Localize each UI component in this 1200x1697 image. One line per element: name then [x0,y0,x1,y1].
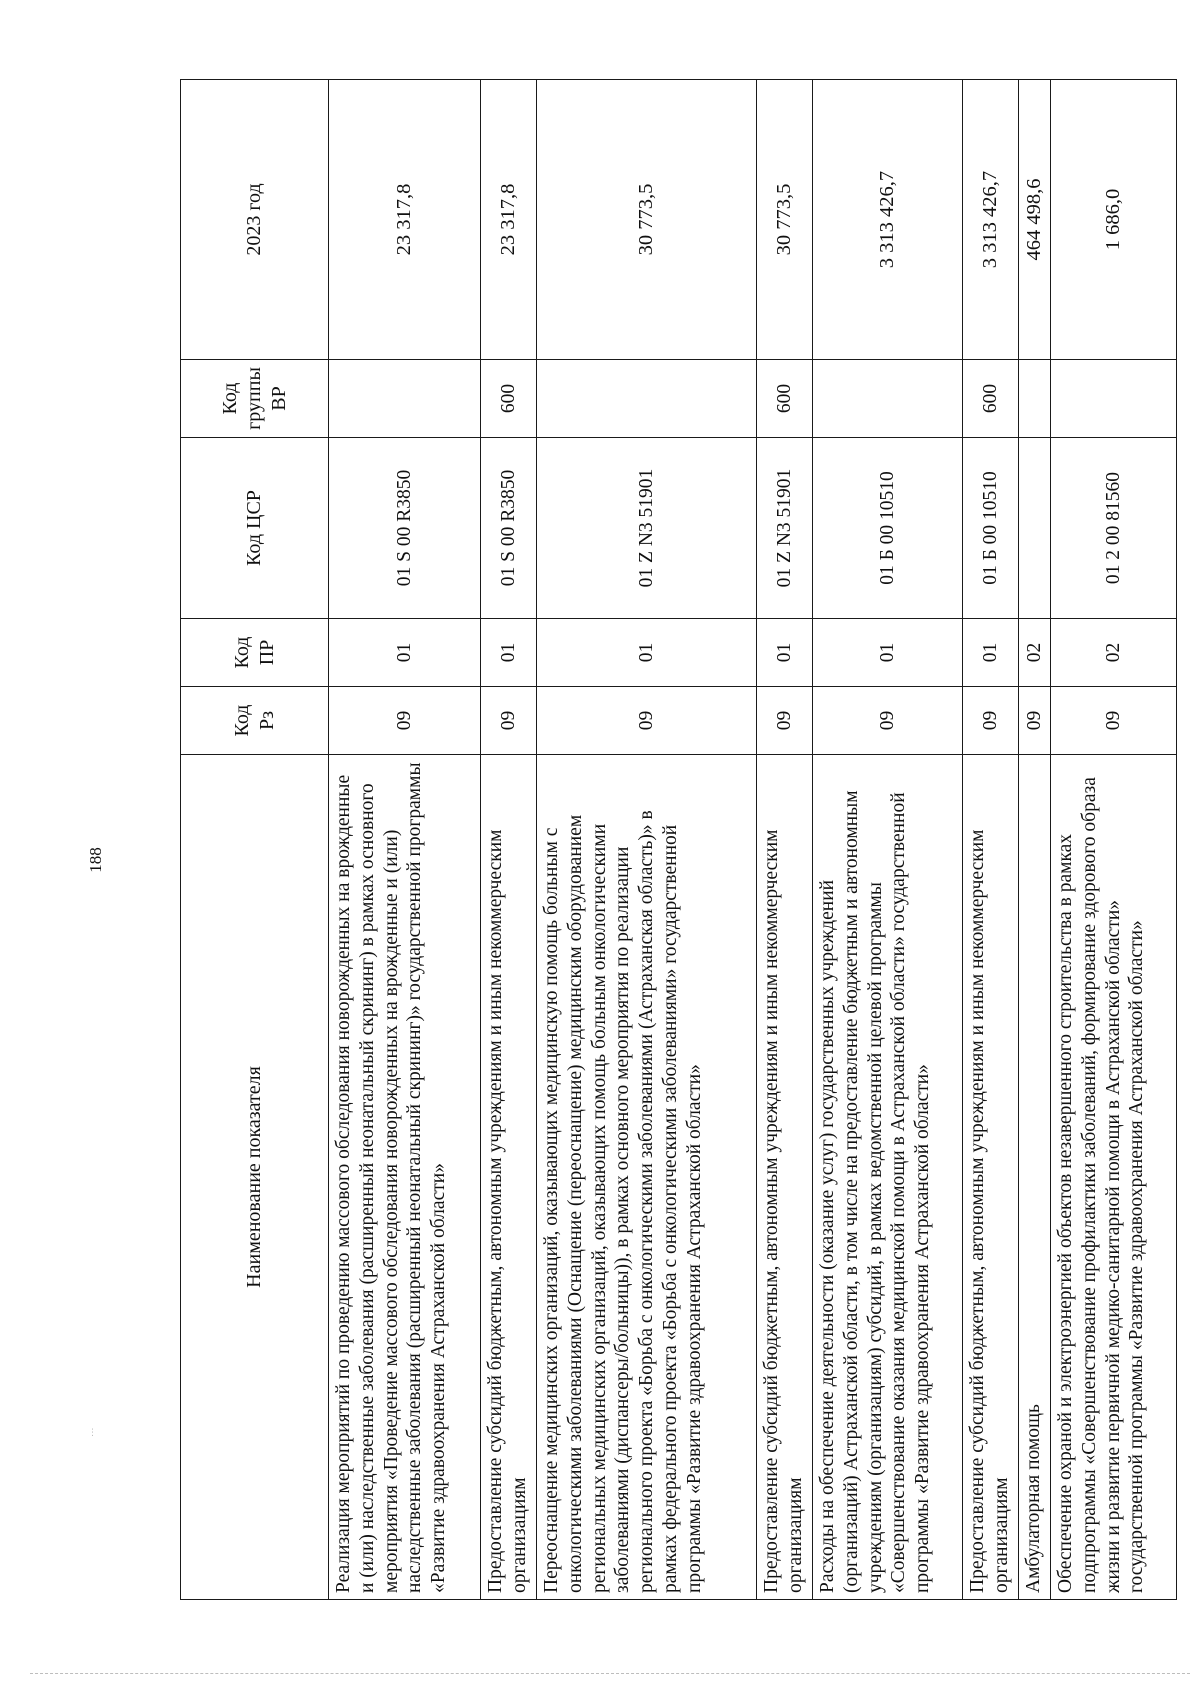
row-vr: 600 [757,360,813,438]
row-rz: 09 [1051,687,1177,755]
scan-edge-line [30,1673,1190,1674]
row-pr: 01 [537,619,757,687]
row-vr [1051,360,1177,438]
row-rz: 09 [757,687,813,755]
row-pr: 01 [963,619,1019,687]
rotated-table-frame [180,80,1148,1600]
table-row [963,80,1019,1600]
row-csr [1019,438,1051,619]
row-name: Расходы на обеспечение деятельности (оказание услуг) государственных учреждений (организаций) Астраханской области, в том числе на предоставление бюджетным и автономным учреждениям (организациям) субсидий, в рамках ведомственной целевой программы «Совершенствование оказания медицинской помощи в Астраханской области» государственной программы «Развитие здравоохранения Астраханской области» [813,755,963,1600]
table-row [757,80,813,1600]
row-amount: 1 686,0 [1051,80,1177,360]
row-name: Предоставление субсидий бюджетным, автономным учреждениям и иным некоммерческим организациям [963,755,1019,1600]
header-name: Наименование показателя [181,755,329,1600]
row-rz: 09 [963,687,1019,755]
table-row [537,80,757,1600]
row-vr [537,360,757,438]
table-row [1051,80,1177,1600]
row-amount: 30 773,5 [537,80,757,360]
page-number-text: 188 [86,847,105,873]
row-rz: 09 [537,687,757,755]
row-pr: 02 [1019,619,1051,687]
table-row [329,80,481,1600]
table-header-row [181,80,329,1600]
page-number [84,838,108,882]
row-vr [813,360,963,438]
row-vr: 600 [481,360,537,438]
row-amount: 23 317,8 [329,80,481,360]
row-csr: 01 2 00 81560 [1051,438,1177,619]
row-csr: 01 Б 00 10510 [813,438,963,619]
row-amount: 464 498,6 [1019,80,1051,360]
header-csr: Код ЦСР [181,438,329,619]
row-name: Предоставление субсидий бюджетным, автономным учреждениям и иным некоммерческим организациям [481,755,537,1600]
row-csr: 01 S 00 R3850 [329,438,481,619]
row-amount: 30 773,5 [757,80,813,360]
row-pr: 01 [813,619,963,687]
table-row [813,80,963,1600]
row-csr: 01 S 00 R3850 [481,438,537,619]
header-rz: Код Рз [181,687,329,755]
scan-artifact: ⋮ [88,1428,97,1438]
table-row [481,80,537,1600]
budget-table [180,79,1177,1600]
row-csr: 01 Z N3 51901 [757,438,813,619]
table-landscape [180,80,1148,1600]
row-name: Предоставление субсидий бюджетным, автономным учреждениям и иным некоммерческим организациям [757,755,813,1600]
row-vr [1019,360,1051,438]
row-vr: 600 [963,360,1019,438]
header-amount: 2023 год [181,80,329,360]
row-amount: 23 317,8 [481,80,537,360]
row-vr [329,360,481,438]
row-name: Реализация мероприятий по проведению массового обследования новорожденных на врожденные и (или) наследственные заболевания (расширенный неонатальный скрининг) в рамках основного мероприятия «Проведение массового обследования новорожденных на врожденные и (или) наследственные заболевания (расширенный неонатальный скрининг)» государственной программы «Развитие здравоохранения Астраханской области» [329,755,481,1600]
row-amount: 3 313 426,7 [963,80,1019,360]
row-pr: 01 [481,619,537,687]
row-pr: 02 [1051,619,1177,687]
row-rz: 09 [1019,687,1051,755]
row-rz: 09 [481,687,537,755]
row-name: Амбулаторная помощь [1019,755,1051,1600]
table-row [1019,80,1051,1600]
row-rz: 09 [813,687,963,755]
row-pr: 01 [757,619,813,687]
row-rz: 09 [329,687,481,755]
row-name: Переоснащение медицинских организаций, оказывающих медицинскую помощь больным с онкологическими заболеваниями (Оснащение (переоснащение) медицинским оборудованием региональных медицинских организаций, оказывающих помощь больным онкологическими заболеваниями (диспансеры/больницы)), в рамках основного мероприятия по реализации регионального проекта «Борьба с онкологическими заболеваниями (Астраханская область)» в рамках федерального проекта «Борьба с онкологическими заболеваниями» государственной программы «Развитие здравоохранения Астраханской области» [537,755,757,1600]
row-csr: 01 Z N3 51901 [537,438,757,619]
row-pr: 01 [329,619,481,687]
header-pr: Код ПР [181,619,329,687]
row-csr: 01 Б 00 10510 [963,438,1019,619]
header-vr: Код группы ВР [181,360,329,438]
row-name: Обеспечение охраной и электроэнергией объектов незавершенного строительства в рамках подпрограммы «Совершенствование профилактики заболеваний, формирование здорового образа жизни и развитие первичной медико-санитарной помощи в Астраханской области» государственной программы «Развитие здравоохранения Астраханской области» [1051,755,1177,1600]
row-amount: 3 313 426,7 [813,80,963,360]
